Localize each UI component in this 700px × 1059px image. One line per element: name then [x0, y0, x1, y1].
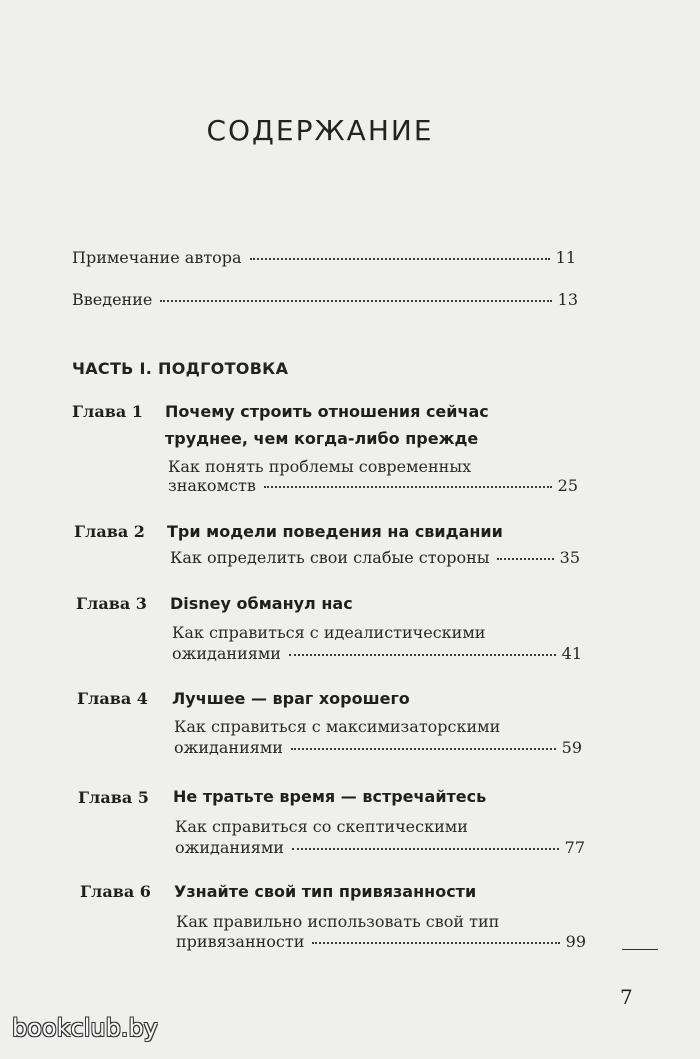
chapter-title — [167, 518, 503, 545]
toc-entry-author-note — [72, 248, 576, 267]
chapter-title-line: Disney обманул нас — [170, 594, 353, 613]
chapter-label: Глава 6 — [80, 882, 151, 901]
chapter-title — [174, 878, 476, 905]
dot-leader — [497, 558, 553, 560]
chapter-subtitle-line: Как правильно использовать свой тип — [176, 912, 500, 931]
dot-leader — [160, 300, 551, 302]
footer-rule — [622, 949, 658, 950]
chapter-subtitle-final — [168, 476, 578, 495]
dot-leader — [264, 486, 552, 488]
page-title: СОДЕРЖАНИЕ — [206, 114, 434, 147]
dot-leader — [312, 942, 559, 944]
chapter-page: 99 — [565, 932, 586, 951]
chapter-title — [172, 685, 410, 712]
chapter-title-line: Почему строить отношения сейчас — [165, 402, 489, 421]
chapter-subtitle-line: ожиданиями — [174, 738, 283, 757]
toc-entry-label: Введение — [72, 290, 153, 309]
chapter-subtitle-final — [172, 644, 582, 663]
chapter-label: Глава 3 — [76, 594, 147, 613]
dot-leader — [250, 258, 550, 260]
chapter-title-line: Узнайте свой тип привязанности — [174, 882, 477, 901]
chapter-page: 77 — [564, 838, 585, 857]
toc-entry-page: 13 — [557, 290, 578, 309]
chapter-subtitle-line: знакомств — [168, 476, 256, 495]
chapter-subtitle-line: Как понять проблемы современных — [168, 457, 472, 476]
toc-entry-label: Примечание автора — [72, 248, 242, 267]
chapter-title-line: Не тратьте время — встречайтесь — [173, 787, 487, 806]
chapter-title — [170, 590, 353, 617]
toc-entry-introduction — [72, 290, 578, 309]
chapter-title-line: Лучшее — враг хорошего — [172, 689, 410, 708]
page-number: 7 — [620, 985, 633, 1009]
chapter-label: Глава 5 — [78, 788, 149, 807]
chapter-title-line: Три модели поведения на свидании — [167, 522, 503, 541]
chapter-title — [165, 398, 489, 452]
chapter-subtitle-line: ожиданиями — [175, 838, 284, 857]
part-heading: ЧАСТЬ I. ПОДГОТОВКА — [72, 359, 289, 378]
dot-leader — [291, 748, 556, 750]
chapter-subtitle-line: Как справиться с максимизаторскими — [174, 717, 501, 736]
chapter-label: Глава 4 — [77, 689, 148, 708]
chapter-subtitle-final — [175, 838, 585, 857]
chapter-subtitle-final — [174, 738, 582, 757]
toc-entry-page: 11 — [555, 248, 576, 267]
chapter-title — [173, 783, 486, 810]
chapter-page: 25 — [557, 476, 578, 495]
chapter-subtitle-line: Как справиться со скептическими — [175, 817, 468, 836]
chapter-subtitle-line: Как справиться с идеалистическими — [172, 623, 486, 642]
chapter-title-line: труднее, чем когда-либо прежде — [165, 429, 479, 448]
chapter-label: Глава 1 — [72, 402, 143, 421]
chapter-subtitle-line: Как определить свои слабые стороны — [170, 548, 490, 567]
chapter-page: 41 — [561, 644, 582, 663]
chapter-page: 59 — [561, 738, 582, 757]
chapter-subtitle-final — [176, 932, 586, 951]
chapter-subtitle-line: привязанности — [176, 932, 305, 951]
chapter-subtitle-line: ожиданиями — [172, 644, 281, 663]
dot-leader — [289, 654, 556, 656]
watermark: bookclub.by — [12, 1014, 158, 1042]
chapter-page: 35 — [559, 548, 580, 567]
dot-leader — [292, 848, 559, 850]
chapter-label: Глава 2 — [74, 522, 145, 541]
chapter-subtitle-final — [170, 548, 580, 567]
